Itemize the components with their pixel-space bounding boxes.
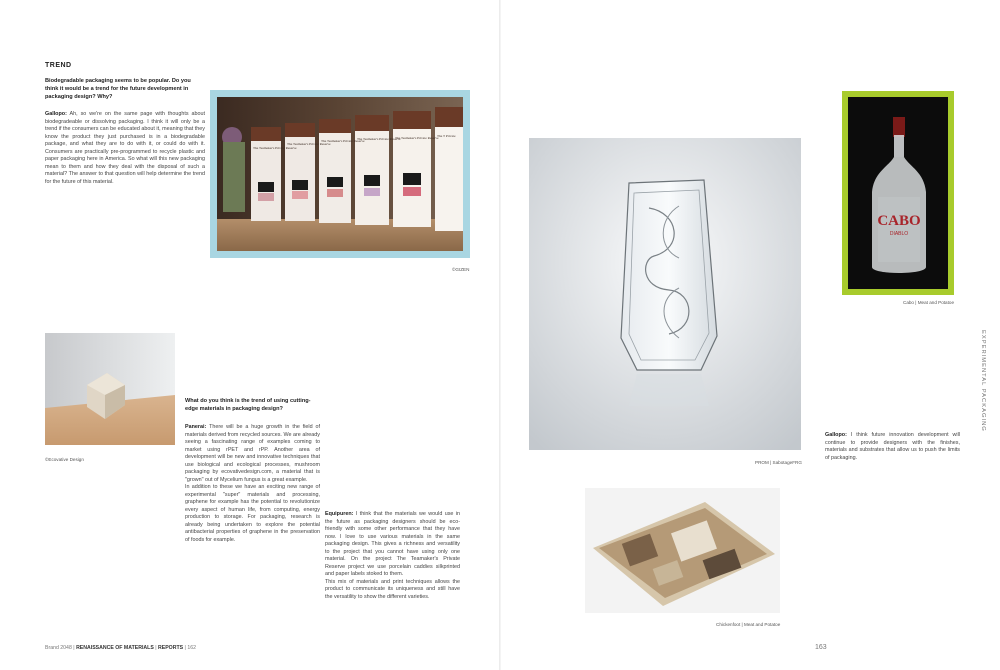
tequila-bottle-photo	[848, 97, 948, 289]
mushroom-caption: ©Ecovative Design	[45, 457, 84, 462]
answer-text: There will be a huge growth in the field of materials derived from recycled sources. We are already seeing a fascinating range of examples coming to market using rPET and rPP. Another area of development will be new and innovative techniques that use biological and ecological processes, mushroom packaging by ecovativedesign.com, a material that is "grown" out of Mycelium fungus is a great example.	[185, 424, 320, 483]
answer-3	[325, 511, 460, 601]
footer-title: RENAISSANCE OF MATERIALS	[76, 645, 154, 651]
page-number-left: 162	[187, 645, 196, 651]
answer-1	[45, 111, 205, 186]
footer-left: Brand 2048 | RENAISSANCE OF MATERIALS | REPORTS | 162	[45, 645, 196, 651]
bottle-photo-frame	[842, 91, 954, 295]
footer-brand: Brand 2048	[45, 645, 72, 651]
tea-label-2: The Teamaker's Private Reserve	[287, 142, 331, 146]
footer-section: REPORTS	[158, 645, 184, 651]
box-caption: Chickenfoot | Meat and Potatoe	[716, 622, 781, 627]
answer-text: In addition to these we have an exciting new range of experimental "super" materials and processing, graphene for example has the potential to revolutionize every aspect of human life, from computing, energy production to storage. For packaging, research is already being undertaken to explore the potential antibacterial properties of graphene in the preservation of foods for example.	[185, 484, 320, 543]
tea-label-5: The Teamaker's Private Reserve	[395, 136, 439, 140]
answer-text: This mix of materials and print techniques allows the product to communicate its uniqueness and still have the versatility to show the different varieties.	[325, 578, 460, 600]
glasses-caption: PROM | SabotageFRG	[755, 460, 802, 465]
tea-caddies-photo	[217, 97, 463, 251]
bottle-sub: DIABLO	[889, 231, 909, 237]
spread-fold	[499, 0, 501, 670]
tea-caption: ©GIZEN	[452, 267, 470, 272]
section-label: TREND	[45, 62, 72, 69]
bottle-caption: Cabo | Meat and Potatoe	[903, 300, 954, 305]
question-1: Biodegradable packaging seems to be popular. Do you think it would be a trend for the future development in packaging design? Why?	[45, 78, 191, 100]
glasses-box-photo	[529, 138, 801, 450]
answer-text: I think that the materials we would use in the future as packaging designers should be eco-friendly with some other performance that they have now. I love to use various materials in the same packaging design. This gives a richness and versatility to the project that you cannot have using only one material. On the project The Teamaker's Private Reserve project we use porcelain caddies silkprinted and paper labels stoked to them.	[325, 511, 460, 577]
speaker-name: Gallopo:	[825, 432, 847, 438]
speaker-name: Gallopo:	[45, 111, 67, 117]
tea-label-3: The Teamaker's Private Reserve	[321, 139, 365, 143]
answer-text: Ah, so we're on the same page with thoughts about biodegradeable or dissolving packaging. I think it will only be a trend if the consumers can be educated about it, meaning that they know the product they just purchased is in a biodegradable package, and what they are to do with it, or could do with it. Consumers are practically pre-programmed to recycle plastic and paper packaging here in America. So what will this new packaging mean to them and how they deal with the disposal of such a material? The answer to that question will help determine the trend for the future of this material.	[45, 111, 205, 185]
photo-box-photo	[585, 488, 780, 613]
tea-label-4: The Teamaker's Private Reserve	[357, 137, 401, 141]
tea-label-1: The Teamaker's Private Reserve	[253, 146, 297, 150]
vertical-section-label: EXPERIMENTAL PACKAGING	[980, 330, 986, 432]
page-number-right: 163	[815, 644, 827, 651]
speaker-name: Panerai:	[185, 424, 207, 430]
mushroom-packaging-photo	[45, 333, 175, 445]
bottle-brand: CABO	[877, 213, 921, 229]
tea-label-6: The T Private	[437, 134, 456, 138]
answer-2	[185, 424, 320, 544]
speaker-name: Equipuren:	[325, 511, 354, 517]
answer-text: I think future innovation development will continue to provide designers with the finishes, materials and substrates that allow us to push the limits of packaging.	[825, 432, 960, 461]
answer-4	[825, 432, 960, 462]
question-2: What do you think is the trend of using cutting-edge materials in packaging design?	[185, 398, 311, 412]
tea-photo-frame	[210, 90, 470, 258]
